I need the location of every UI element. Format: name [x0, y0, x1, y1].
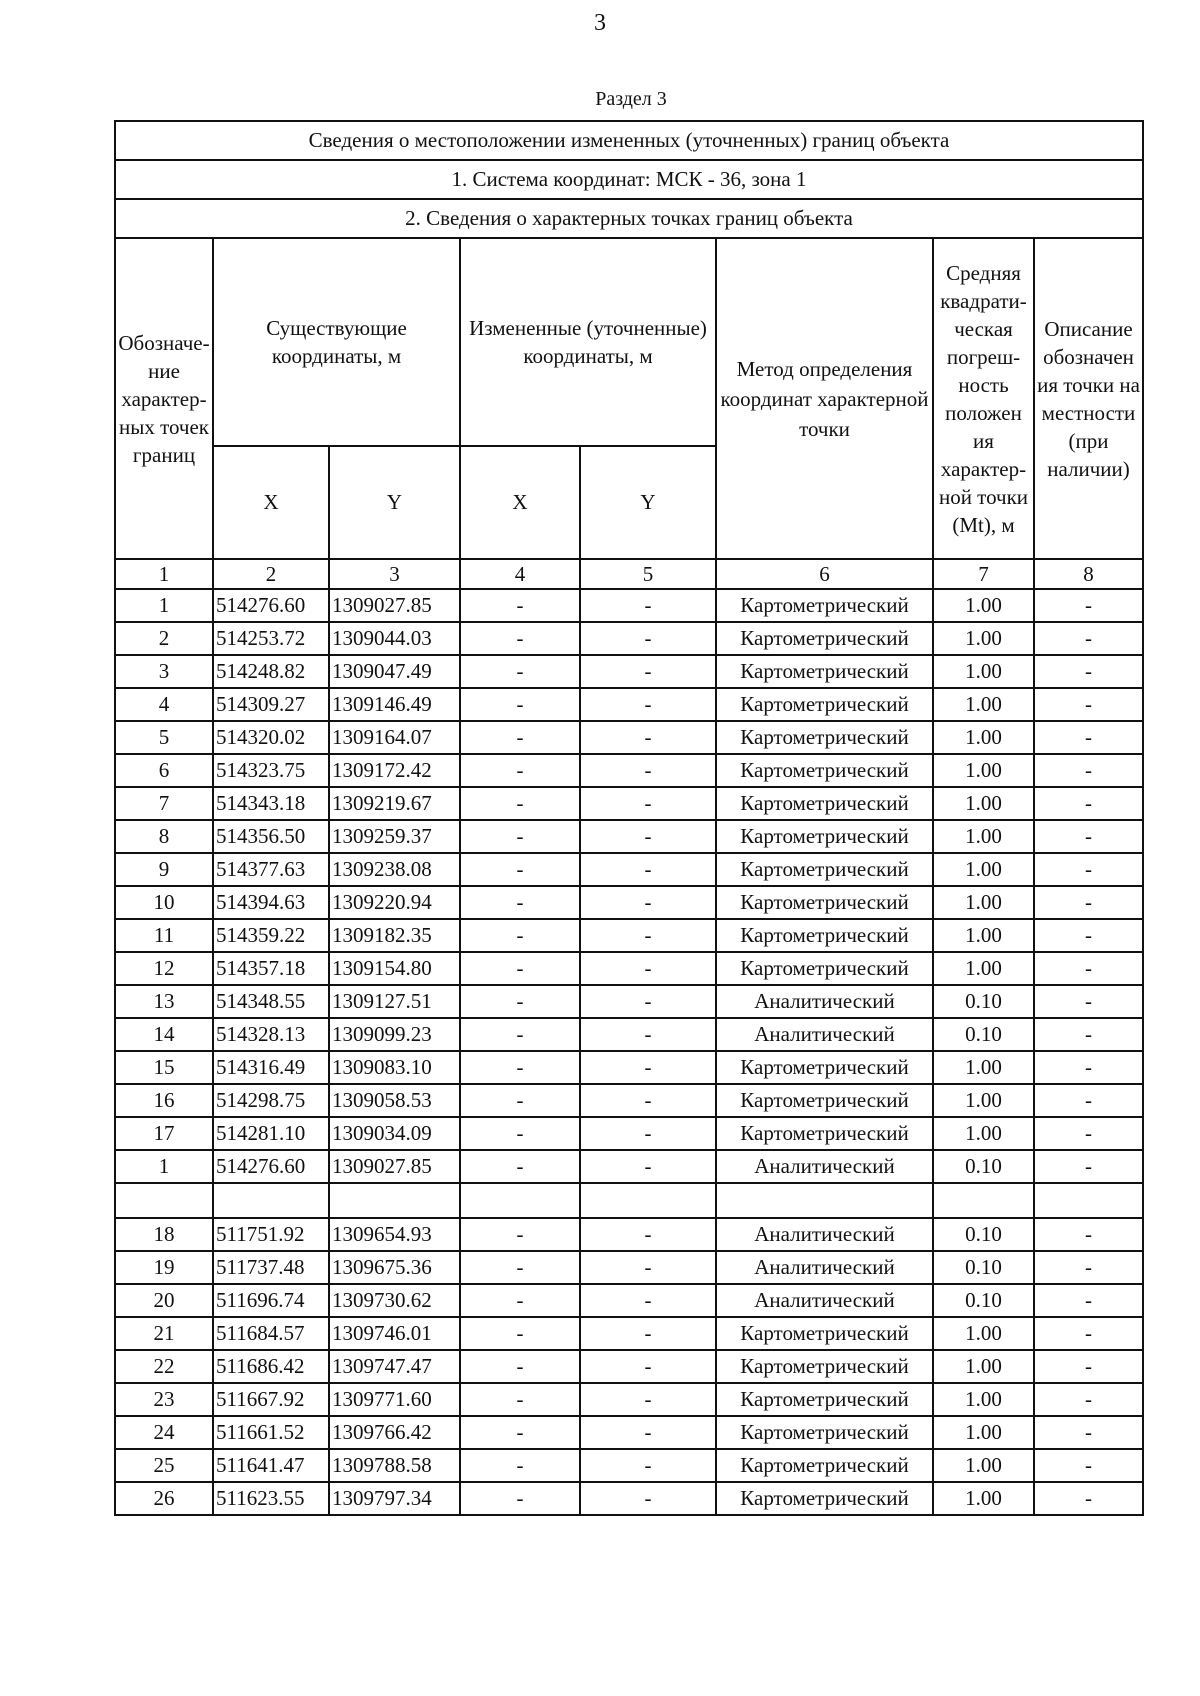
cell-description: - [1034, 1350, 1143, 1383]
column-number: 4 [460, 559, 580, 589]
cell-changed-y: - [580, 1218, 716, 1251]
cell-error: 1.00 [933, 952, 1034, 985]
table-row [115, 1482, 1143, 1515]
cell-changed-y: - [580, 622, 716, 655]
cell-error: 1.00 [933, 1317, 1034, 1350]
cell-changed-y: - [580, 1150, 716, 1183]
column-number: 5 [580, 559, 716, 589]
cell-method: Аналитический [716, 1018, 933, 1051]
cell-changed-y: - [580, 721, 716, 754]
column-number: 6 [716, 559, 933, 589]
cell-error: 1.00 [933, 886, 1034, 919]
cell-existing-x: 514276.60 [213, 589, 329, 622]
cell-existing-y: 1309146.49 [329, 688, 460, 721]
cell-method: Картометрический [716, 688, 933, 721]
cell-description: - [1034, 787, 1143, 820]
cell-existing-x: 514323.75 [213, 754, 329, 787]
cell-description: - [1034, 1482, 1143, 1515]
header-method: Метод определения координат характерной точки [716, 238, 933, 559]
cell-error: 1.00 [933, 721, 1034, 754]
separator-row [115, 1183, 1143, 1218]
cell-existing-x: 514343.18 [213, 787, 329, 820]
cell-method: Картометрический [716, 622, 933, 655]
cell-changed-x: - [460, 1449, 580, 1482]
cell-method: Картометрический [716, 886, 933, 919]
cell-method: Аналитический [716, 1284, 933, 1317]
cell-point-number: 12 [115, 952, 213, 985]
cell-changed-y: - [580, 1449, 716, 1482]
cell-method: Картометрический [716, 1482, 933, 1515]
cell-point-number: 2 [115, 622, 213, 655]
cell-changed-y: - [580, 1084, 716, 1117]
table-row [115, 820, 1143, 853]
column-number: 3 [329, 559, 460, 589]
cell-existing-y: 1309238.08 [329, 853, 460, 886]
empty-cell [213, 1183, 329, 1218]
cell-changed-x: - [460, 1051, 580, 1084]
cell-method: Аналитический [716, 1150, 933, 1183]
cell-existing-y: 1309220.94 [329, 886, 460, 919]
table-row [115, 622, 1143, 655]
cell-changed-x: - [460, 1117, 580, 1150]
cell-error: 1.00 [933, 820, 1034, 853]
cell-existing-x: 511751.92 [213, 1218, 329, 1251]
table-row [115, 853, 1143, 886]
cell-existing-x: 511686.42 [213, 1350, 329, 1383]
cell-point-number: 6 [115, 754, 213, 787]
cell-existing-x: 514248.82 [213, 655, 329, 688]
cell-changed-x: - [460, 853, 580, 886]
cell-point-number: 21 [115, 1317, 213, 1350]
coord-system-row [115, 160, 1143, 199]
header-error: Средняя квадрати-ческая погреш-ность положен ия характер-ной точки (Mt), м [933, 238, 1034, 559]
cell-point-number: 23 [115, 1383, 213, 1416]
cell-existing-x: 514316.49 [213, 1051, 329, 1084]
cell-changed-y: - [580, 1251, 716, 1284]
empty-cell [1034, 1183, 1143, 1218]
cell-method: Картометрический [716, 721, 933, 754]
cell-error: 1.00 [933, 1449, 1034, 1482]
cell-changed-y: - [580, 1018, 716, 1051]
header-description: Описание обозначен ия точки на местности (при наличии) [1034, 238, 1143, 559]
cell-description: - [1034, 1383, 1143, 1416]
header-existing-y: Y [329, 446, 460, 559]
empty-cell [329, 1183, 460, 1218]
cell-changed-x: - [460, 721, 580, 754]
cell-changed-y: - [580, 1416, 716, 1449]
cell-description: - [1034, 886, 1143, 919]
cell-changed-x: - [460, 1383, 580, 1416]
table-row [115, 1317, 1143, 1350]
cell-method: Аналитический [716, 985, 933, 1018]
cell-description: - [1034, 1084, 1143, 1117]
cell-point-number: 13 [115, 985, 213, 1018]
cell-changed-y: - [580, 853, 716, 886]
cell-description: - [1034, 754, 1143, 787]
header-changed: Измененные (уточненные) координаты, м [460, 238, 716, 446]
cell-existing-x: 511737.48 [213, 1251, 329, 1284]
cell-method: Аналитический [716, 1218, 933, 1251]
cell-existing-x: 514356.50 [213, 820, 329, 853]
cell-method: Картометрический [716, 853, 933, 886]
column-number: 8 [1034, 559, 1143, 589]
cell-existing-x: 514377.63 [213, 853, 329, 886]
table-row [115, 919, 1143, 952]
cell-description: - [1034, 1117, 1143, 1150]
cell-method: Картометрический [716, 952, 933, 985]
cell-error: 1.00 [933, 853, 1034, 886]
header-row [115, 238, 1143, 446]
cell-error: 1.00 [933, 1350, 1034, 1383]
section-title: Раздел 3 [595, 88, 667, 110]
cell-changed-x: - [460, 787, 580, 820]
table-row [115, 886, 1143, 919]
cell-existing-y: 1309047.49 [329, 655, 460, 688]
empty-cell [716, 1183, 933, 1218]
cell-existing-y: 1309747.47 [329, 1350, 460, 1383]
cell-existing-x: 511667.92 [213, 1383, 329, 1416]
cell-changed-x: - [460, 1482, 580, 1515]
cell-changed-x: - [460, 820, 580, 853]
cell-point-number: 1 [115, 1150, 213, 1183]
cell-changed-y: - [580, 952, 716, 985]
cell-existing-x: 511661.52 [213, 1416, 329, 1449]
cell-changed-y: - [580, 1051, 716, 1084]
cell-changed-x: - [460, 1284, 580, 1317]
points-title-row [115, 199, 1143, 238]
cell-existing-x: 514348.55 [213, 985, 329, 1018]
cell-changed-x: - [460, 754, 580, 787]
cell-point-number: 15 [115, 1051, 213, 1084]
cell-changed-x: - [460, 952, 580, 985]
cell-existing-y: 1309083.10 [329, 1051, 460, 1084]
cell-point-number: 19 [115, 1251, 213, 1284]
cell-existing-y: 1309730.62 [329, 1284, 460, 1317]
cell-description: - [1034, 853, 1143, 886]
table-row [115, 1350, 1143, 1383]
cell-existing-y: 1309034.09 [329, 1117, 460, 1150]
cell-existing-y: 1309058.53 [329, 1084, 460, 1117]
cell-changed-y: - [580, 985, 716, 1018]
cell-existing-y: 1309164.07 [329, 721, 460, 754]
cell-changed-y: - [580, 655, 716, 688]
cell-description: - [1034, 952, 1143, 985]
cell-method: Картометрический [716, 1051, 933, 1084]
cell-changed-y: - [580, 1350, 716, 1383]
column-number: 2 [213, 559, 329, 589]
cell-description: - [1034, 820, 1143, 853]
cell-point-number: 26 [115, 1482, 213, 1515]
table-row [115, 1218, 1143, 1251]
cell-description: - [1034, 1416, 1143, 1449]
cell-description: - [1034, 1317, 1143, 1350]
cell-existing-x: 511696.74 [213, 1284, 329, 1317]
cell-point-number: 18 [115, 1218, 213, 1251]
cell-description: - [1034, 1018, 1143, 1051]
cell-existing-x: 514328.13 [213, 1018, 329, 1051]
cell-method: Картометрический [716, 1383, 933, 1416]
table-row [115, 1150, 1143, 1183]
table-row [115, 1018, 1143, 1051]
cell-changed-x: - [460, 1018, 580, 1051]
cell-changed-x: - [460, 1416, 580, 1449]
table-row [115, 985, 1143, 1018]
cell-changed-y: - [580, 886, 716, 919]
cell-point-number: 14 [115, 1018, 213, 1051]
cell-error: 1.00 [933, 1117, 1034, 1150]
cell-description: - [1034, 688, 1143, 721]
cell-existing-y: 1309027.85 [329, 589, 460, 622]
cell-changed-y: - [580, 1117, 716, 1150]
cell-method: Картометрический [716, 589, 933, 622]
table-row [115, 1449, 1143, 1482]
cell-changed-y: - [580, 589, 716, 622]
cell-error: 0.10 [933, 985, 1034, 1018]
cell-point-number: 9 [115, 853, 213, 886]
cell-existing-y: 1309746.01 [329, 1317, 460, 1350]
cell-existing-y: 1309771.60 [329, 1383, 460, 1416]
cell-method: Картометрический [716, 754, 933, 787]
cell-existing-y: 1309027.85 [329, 1150, 460, 1183]
cell-method: Картометрический [716, 655, 933, 688]
cell-existing-x: 514281.10 [213, 1117, 329, 1150]
cell-description: - [1034, 1150, 1143, 1183]
cell-existing-y: 1309099.23 [329, 1018, 460, 1051]
table-row [115, 1383, 1143, 1416]
cell-existing-y: 1309797.34 [329, 1482, 460, 1515]
cell-description: - [1034, 1218, 1143, 1251]
cell-error: 0.10 [933, 1018, 1034, 1051]
cell-method: Картометрический [716, 1416, 933, 1449]
cell-point-number: 3 [115, 655, 213, 688]
cell-point-number: 8 [115, 820, 213, 853]
cell-changed-x: - [460, 589, 580, 622]
cell-error: 1.00 [933, 1416, 1034, 1449]
cell-existing-x: 511641.47 [213, 1449, 329, 1482]
empty-cell [115, 1183, 213, 1218]
cell-error: 1.00 [933, 1482, 1034, 1515]
header-existing: Существующие координаты, м [213, 238, 460, 446]
table-row [115, 1117, 1143, 1150]
empty-cell [933, 1183, 1034, 1218]
cell-description: - [1034, 622, 1143, 655]
cell-error: 0.10 [933, 1218, 1034, 1251]
table-row [115, 1284, 1143, 1317]
cell-error: 1.00 [933, 787, 1034, 820]
table-title-row [115, 121, 1143, 160]
table-row [115, 1051, 1143, 1084]
cell-point-number: 7 [115, 787, 213, 820]
table-title: Сведения о местоположении измененных (уточненных) границ объекта [115, 121, 1143, 160]
page-number: 3 [594, 10, 606, 36]
table-row [115, 1416, 1143, 1449]
cell-changed-x: - [460, 985, 580, 1018]
cell-changed-y: - [580, 754, 716, 787]
cell-method: Картометрический [716, 1449, 933, 1482]
cell-description: - [1034, 1051, 1143, 1084]
boundary-points-table [114, 120, 1144, 1516]
cell-existing-x: 514394.63 [213, 886, 329, 919]
cell-existing-x: 514320.02 [213, 721, 329, 754]
cell-error: 1.00 [933, 919, 1034, 952]
points-title: 2. Сведения о характерных точках границ объекта [115, 199, 1143, 238]
table-row [115, 952, 1143, 985]
table-row [115, 787, 1143, 820]
cell-changed-x: - [460, 886, 580, 919]
cell-point-number: 22 [115, 1350, 213, 1383]
cell-existing-y: 1309044.03 [329, 622, 460, 655]
table-row [115, 655, 1143, 688]
cell-existing-x: 514309.27 [213, 688, 329, 721]
header-changed-x: X [460, 446, 580, 559]
cell-changed-x: - [460, 655, 580, 688]
cell-error: 0.10 [933, 1251, 1034, 1284]
cell-error: 1.00 [933, 655, 1034, 688]
cell-changed-y: - [580, 1383, 716, 1416]
header-designation: Обозначе-ние характер-ных точек границ [115, 238, 213, 559]
cell-error: 0.10 [933, 1150, 1034, 1183]
cell-existing-x: 514359.22 [213, 919, 329, 952]
cell-method: Картометрический [716, 787, 933, 820]
cell-existing-y: 1309654.93 [329, 1218, 460, 1251]
cell-point-number: 20 [115, 1284, 213, 1317]
cell-point-number: 10 [115, 886, 213, 919]
cell-error: 1.00 [933, 589, 1034, 622]
cell-method: Картометрический [716, 1350, 933, 1383]
cell-changed-x: - [460, 622, 580, 655]
cell-point-number: 1 [115, 589, 213, 622]
table-row [115, 688, 1143, 721]
cell-changed-y: - [580, 820, 716, 853]
coord-system: 1. Система координат: МСК - 36, зона 1 [115, 160, 1143, 199]
empty-cell [460, 1183, 580, 1218]
cell-point-number: 11 [115, 919, 213, 952]
cell-error: 1.00 [933, 1084, 1034, 1117]
cell-changed-x: - [460, 1317, 580, 1350]
cell-point-number: 17 [115, 1117, 213, 1150]
header-existing-x: X [213, 446, 329, 559]
cell-existing-x: 514357.18 [213, 952, 329, 985]
cell-changed-y: - [580, 1317, 716, 1350]
cell-point-number: 25 [115, 1449, 213, 1482]
cell-changed-x: - [460, 1251, 580, 1284]
cell-existing-x: 511684.57 [213, 1317, 329, 1350]
cell-description: - [1034, 589, 1143, 622]
cell-point-number: 4 [115, 688, 213, 721]
cell-method: Картометрический [716, 919, 933, 952]
cell-changed-y: - [580, 919, 716, 952]
cell-method: Картометрический [716, 820, 933, 853]
cell-changed-x: - [460, 688, 580, 721]
cell-method: Картометрический [716, 1317, 933, 1350]
cell-description: - [1034, 1251, 1143, 1284]
cell-existing-y: 1309788.58 [329, 1449, 460, 1482]
cell-error: 1.00 [933, 754, 1034, 787]
cell-existing-x: 514298.75 [213, 1084, 329, 1117]
cell-error: 1.00 [933, 688, 1034, 721]
column-number-row [115, 559, 1143, 589]
column-number: 1 [115, 559, 213, 589]
cell-changed-x: - [460, 1350, 580, 1383]
cell-error: 1.00 [933, 1383, 1034, 1416]
cell-point-number: 5 [115, 721, 213, 754]
cell-existing-x: 514253.72 [213, 622, 329, 655]
cell-changed-x: - [460, 1218, 580, 1251]
cell-existing-y: 1309219.67 [329, 787, 460, 820]
cell-method: Картометрический [716, 1117, 933, 1150]
header-changed-y: Y [580, 446, 716, 559]
cell-error: 1.00 [933, 1051, 1034, 1084]
cell-method: Аналитический [716, 1251, 933, 1284]
cell-existing-y: 1309766.42 [329, 1416, 460, 1449]
cell-existing-y: 1309182.35 [329, 919, 460, 952]
cell-changed-y: - [580, 1284, 716, 1317]
cell-existing-y: 1309172.42 [329, 754, 460, 787]
cell-description: - [1034, 655, 1143, 688]
cell-changed-y: - [580, 688, 716, 721]
cell-description: - [1034, 919, 1143, 952]
cell-description: - [1034, 985, 1143, 1018]
table-row [115, 721, 1143, 754]
cell-error: 0.10 [933, 1284, 1034, 1317]
cell-description: - [1034, 721, 1143, 754]
cell-error: 1.00 [933, 622, 1034, 655]
table-row [115, 754, 1143, 787]
cell-existing-y: 1309675.36 [329, 1251, 460, 1284]
cell-point-number: 24 [115, 1416, 213, 1449]
cell-changed-x: - [460, 1084, 580, 1117]
cell-changed-x: - [460, 919, 580, 952]
cell-existing-x: 511623.55 [213, 1482, 329, 1515]
cell-existing-y: 1309259.37 [329, 820, 460, 853]
cell-existing-x: 514276.60 [213, 1150, 329, 1183]
empty-cell [580, 1183, 716, 1218]
cell-existing-y: 1309154.80 [329, 952, 460, 985]
cell-changed-y: - [580, 787, 716, 820]
cell-changed-y: - [580, 1482, 716, 1515]
cell-existing-y: 1309127.51 [329, 985, 460, 1018]
cell-description: - [1034, 1449, 1143, 1482]
table-row [115, 1251, 1143, 1284]
cell-point-number: 16 [115, 1084, 213, 1117]
column-number: 7 [933, 559, 1034, 589]
table-row [115, 1084, 1143, 1117]
cell-description: - [1034, 1284, 1143, 1317]
table-row [115, 589, 1143, 622]
cell-method: Картометрический [716, 1084, 933, 1117]
cell-changed-x: - [460, 1150, 580, 1183]
